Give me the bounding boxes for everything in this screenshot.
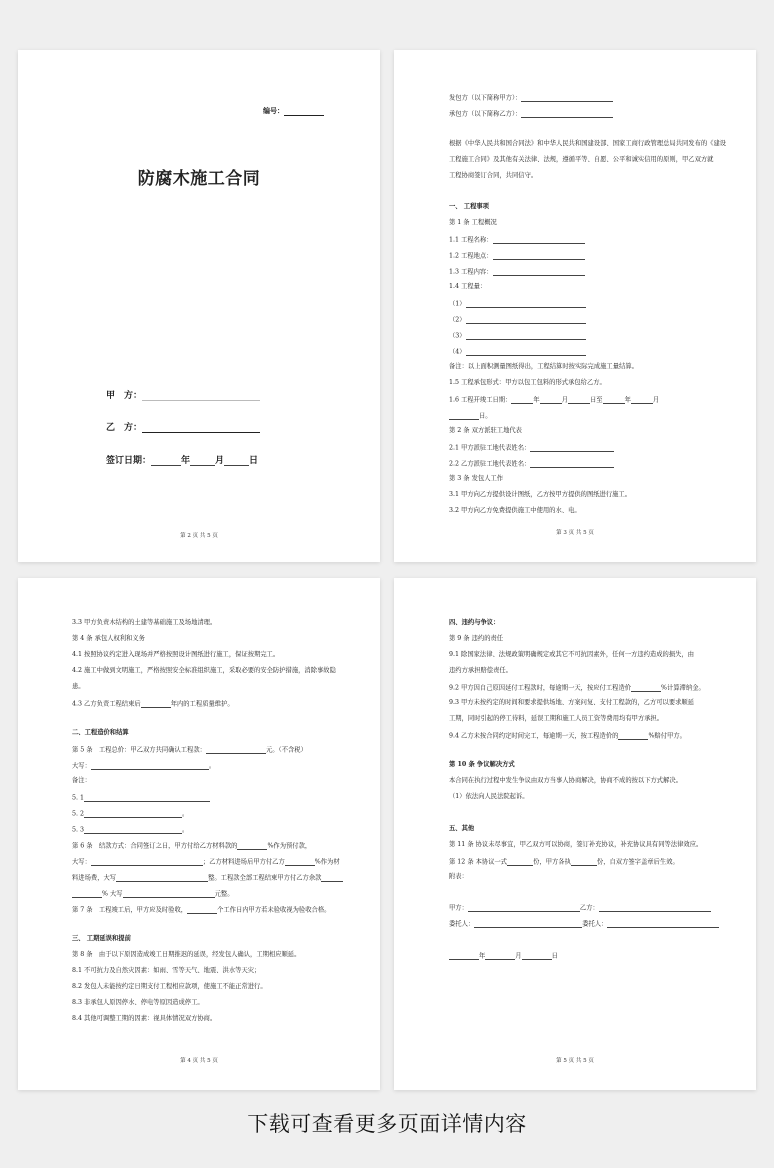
- text-fragment: 委托人：: [582, 920, 608, 928]
- fill-blank: [141, 700, 171, 708]
- fill-blank: [631, 684, 661, 692]
- text-fragment: 份，甲方各执: [533, 858, 571, 866]
- fill-blank: [321, 874, 343, 882]
- text-line: 8.3 非承包人原因停水、停电等原因造成停工。: [72, 999, 204, 1006]
- fill-blank: [493, 268, 585, 276]
- fill-blank: [618, 732, 648, 740]
- text-line: 本合同在执行过程中发生争议由双方当事人协商解决，协商不成的按以下方式解决。: [449, 777, 682, 784]
- fill-blank: [466, 300, 586, 308]
- text-line: 1.4 工程量：: [449, 283, 487, 290]
- text-line: 第 3 条 发包人工作: [449, 475, 504, 482]
- fill-blank: [72, 890, 102, 898]
- text-line: [72, 700, 234, 708]
- text-line: 第 9 条 违约的责任: [449, 635, 504, 642]
- text-fragment: 5. 2: [72, 810, 85, 818]
- section-heading: 一、 工程事项: [449, 203, 489, 210]
- contract-title: 防腐木施工合同: [137, 169, 261, 189]
- download-more-caption: 下载可查看更多页面详情内容: [247, 1112, 527, 1136]
- text-line: [72, 762, 215, 770]
- text-line: [72, 746, 307, 754]
- text-fragment: %作为材: [314, 858, 340, 866]
- text-line: 第 1 条 工程概况: [449, 219, 497, 226]
- page-footer: 第 3 页 共 5 页: [556, 530, 594, 536]
- text-fragment: （4）: [449, 348, 466, 356]
- text-fragment: 5. 3: [72, 826, 85, 834]
- fill-blank: [493, 252, 585, 260]
- fill-blank: [190, 456, 215, 466]
- text-line: [72, 874, 343, 882]
- text-line: 第 4 条 承包人权利和义务: [72, 635, 145, 642]
- text-fragment: 年: [533, 396, 540, 404]
- fill-blank: [151, 456, 181, 466]
- text-line: [449, 684, 705, 692]
- text-line: 9.1 除国家法律、法规政策明确规定或其它不可抗因素外，任何一方违约造成的损失，由: [449, 651, 695, 658]
- text-line: [449, 268, 585, 276]
- fill-blank: [485, 952, 515, 960]
- text-fragment: 料进场费，大写: [72, 874, 117, 882]
- text-line: [449, 412, 492, 420]
- fill-blank: [493, 236, 585, 244]
- text-line: 附表：: [449, 873, 468, 880]
- text-line: [72, 890, 233, 898]
- page-footer: 第 2 页 共 5 页: [180, 533, 218, 539]
- fill-blank: [116, 874, 208, 882]
- text-line: 工程施工合同》及其他有关法律、法规，遵循平等、自愿、公平和诚实信用的原则，甲乙双方就: [449, 156, 714, 163]
- text-fragment: （3）: [449, 332, 466, 340]
- text-line: 违约方承担赔偿责任。: [449, 667, 512, 674]
- contract-page-cover: [18, 50, 380, 562]
- fill-blank: [142, 391, 260, 401]
- section-heading: 三、 工期延误和提前: [72, 935, 131, 942]
- text-fragment: 。: [208, 762, 216, 770]
- text-line: 患。: [72, 683, 85, 690]
- text-line: 8.2 发包人未能按约定日期支付工程相应款项，使施工不能正常进行。: [72, 983, 267, 990]
- page-footer: 第 5 页 共 5 页: [556, 1058, 594, 1064]
- text-line: [449, 460, 614, 468]
- page-footer: 第 4 页 共 5 页: [180, 1058, 218, 1064]
- section-heading: 四、违约与争议：: [449, 619, 500, 626]
- text-line: 9.3 甲方未按约定的时间和要求提供场地、方案问复、支付工程款的，乙方可以要求顺延: [449, 699, 695, 706]
- signature-line: [449, 904, 711, 912]
- party-b-field: 乙 方：: [106, 420, 260, 433]
- text-fragment: 9.4 乙方未按合同约定时间完工，每逾期一天，按工程造价的: [449, 732, 619, 740]
- fill-blank: [91, 858, 203, 866]
- text-line: 3.2 甲方向乙方免费提供施工中使用的水、电。: [449, 507, 581, 514]
- fill-blank: [84, 794, 210, 802]
- text-line: [449, 236, 585, 244]
- text-line: 3.3 甲方负责木结构的土建等基础施工及场地清理。: [72, 619, 217, 626]
- text-line: 8.1 不可抗力及自然灾因素：如雨、雪等天气、地震、洪水等天灾；: [72, 967, 261, 974]
- text-line: （1）依法向人民法院起诉。: [449, 793, 529, 800]
- fill-blank: [466, 316, 586, 324]
- text-fragment: 元整。: [214, 890, 234, 898]
- text-line: [72, 810, 188, 818]
- text-fragment: 日至: [590, 396, 603, 404]
- text-fragment: 月: [515, 952, 522, 960]
- fill-blank: [84, 826, 182, 834]
- text-line: [449, 332, 586, 340]
- fill-blank: [507, 858, 533, 866]
- text-line: [72, 906, 330, 914]
- fill-blank: [631, 396, 653, 404]
- text-fragment: 大写：: [72, 762, 91, 770]
- text-line: [449, 316, 586, 324]
- text-fragment: 1.2 工程地点：: [449, 252, 493, 260]
- text-fragment: 2.1 甲方派驻工地代表姓名：: [449, 444, 531, 452]
- fill-blank: [530, 444, 614, 452]
- text-line: 备注：: [72, 777, 91, 784]
- text-line: [72, 826, 188, 834]
- text-line: 4.1 按照协议约定进入现场并严格按照设计图纸进行施工，保证按期完工。: [72, 651, 280, 658]
- text-fragment: 大写：: [72, 858, 91, 866]
- fill-blank: [91, 762, 209, 770]
- text-fragment: （2）: [449, 316, 466, 324]
- text-fragment: %作为预付款，: [267, 842, 312, 850]
- fill-blank: [522, 952, 552, 960]
- contract-page-3: [394, 50, 756, 562]
- text-fragment: 9.2 甲方因自己原因延付工程款时，每逾期一天，按应付工程造价: [449, 684, 632, 692]
- fill-blank: [530, 460, 614, 468]
- section-heading: 第 10 条 争议解决方式: [449, 761, 515, 768]
- fill-blank: [466, 332, 586, 340]
- text-line: 第 8 条 由于以下原因造成竣工日期推迟的延误，经发包人确认，工期相应顺延。: [72, 951, 301, 958]
- text-line: [449, 252, 585, 260]
- signature-line: [449, 920, 719, 928]
- text-fragment: ；乙方材料进场后甲方付乙方: [202, 858, 285, 866]
- fill-blank: [511, 396, 533, 404]
- fill-blank: [449, 412, 479, 420]
- fill-blank: [284, 108, 324, 116]
- fill-blank: [224, 456, 249, 466]
- text-fragment: 份，自双方签字盖章后生效。: [596, 858, 679, 866]
- fill-blank: [540, 396, 562, 404]
- text-line: 3.1 甲方向乙方提供设计图纸，乙方按甲方提供的图纸进行施工。: [449, 491, 632, 498]
- text-fragment: 委托人：: [449, 920, 475, 928]
- fill-blank: [84, 810, 182, 818]
- text-fragment: 发包方（以下简称甲方）：: [449, 94, 522, 102]
- text-fragment: 。: [182, 810, 189, 818]
- text-line: 8.4 其他可调整工期的因素：视具体情况双方协商。: [72, 1015, 217, 1022]
- text-line: [449, 858, 679, 866]
- text-fragment: 年内的工程质量维护。: [170, 700, 234, 708]
- text-line: [72, 794, 210, 802]
- text-fragment: 第 12 条 本协议一式: [449, 858, 508, 866]
- text-fragment: 第 5 条 工程总价：甲乙双方共同确认工程款：: [72, 746, 206, 754]
- fill-blank: [466, 348, 586, 356]
- text-line: [449, 110, 613, 118]
- contract-page-4: [18, 578, 380, 1090]
- text-fragment: （1）: [449, 300, 466, 308]
- sign-date-field: 签订日期： 年 月 日: [106, 456, 259, 466]
- text-fragment: %计算滞纳金。: [661, 684, 705, 692]
- text-line: [449, 300, 586, 308]
- text-fragment: 年: [624, 396, 631, 404]
- text-fragment: 甲方：: [449, 904, 468, 912]
- fill-blank: [603, 396, 625, 404]
- text-fragment: 日。: [479, 412, 492, 420]
- text-fragment: %赔付甲方。: [648, 732, 686, 740]
- text-line: 工期，同时引起的停工待料，延误工期和施工人员工资等费用均有甲方承担。: [449, 715, 664, 722]
- text-fragment: 。: [182, 826, 189, 834]
- fill-blank: [607, 920, 719, 928]
- fill-blank: [123, 890, 215, 898]
- fill-blank: [206, 746, 266, 754]
- text-line: [72, 858, 340, 866]
- text-fragment: 月: [652, 396, 660, 404]
- text-fragment: 1.3 工程内容：: [449, 268, 493, 276]
- text-line: 4.2 施工中做到文明施工，严格按照安全标准组织施工，采取必要的安全防护措施，消除事故隐: [72, 667, 336, 674]
- fill-blank: [568, 396, 590, 404]
- text-line: [72, 842, 311, 850]
- text-fragment: 整。工程款全部工程结束甲方付乙方余款: [208, 874, 322, 882]
- text-fragment: 第 6 条 结款方式：合同签订之日，甲方付给乙方材料款的: [72, 842, 238, 850]
- text-line: 第 2 条 双方派驻工地代表: [449, 427, 522, 434]
- text-fragment: 1.6 工程开竣工日期：: [449, 396, 512, 404]
- text-fragment: 月: [561, 396, 568, 404]
- party-a-field: 甲 方：: [106, 388, 260, 401]
- contract-page-5: [394, 578, 756, 1090]
- section-heading: 二、工程造价和结算: [72, 729, 129, 736]
- text-line: 备注：以上面积测量图纸得出，工程结算时按实际完成施工量结算。: [449, 363, 638, 370]
- text-line: [449, 348, 586, 356]
- text-fragment: 年: [479, 952, 486, 960]
- fill-blank: [142, 423, 260, 433]
- text-line: 工程协商签订合同，共同信守。: [449, 172, 538, 179]
- text-fragment: 承包方（以下简称乙方）：: [449, 110, 522, 118]
- text-line: 1.5 工程承包形式：甲方以包工包料的形式承包给乙方。: [449, 379, 606, 386]
- text-line: [449, 94, 613, 102]
- text-fragment: 第 7 条 工程竣工后，甲方应及时验收，: [72, 906, 188, 914]
- date-line: [449, 952, 558, 960]
- fill-blank: [599, 904, 711, 912]
- text-line: [449, 396, 659, 404]
- fill-blank: [521, 94, 613, 102]
- text-fragment: 4.3 乙方负责工程结束后: [72, 700, 141, 708]
- contract-number-label: 编号：: [263, 106, 324, 116]
- fill-blank: [449, 952, 479, 960]
- text-line: [449, 732, 686, 740]
- text-fragment: 乙方：: [579, 904, 599, 912]
- fill-blank: [285, 858, 315, 866]
- fill-blank: [187, 906, 217, 914]
- text-line: [449, 444, 614, 452]
- section-heading: 五、其他: [449, 825, 475, 832]
- text-fragment: 2.2 乙方派驻工地代表姓名：: [449, 460, 531, 468]
- text-fragment: 1.1 工程名称：: [449, 236, 493, 244]
- fill-blank: [474, 920, 582, 928]
- fill-blank: [521, 110, 613, 118]
- text-fragment: 5. 1: [72, 794, 85, 802]
- text-line: 第 11 条 协议未尽事宜，甲乙双方可以协商，签订补充协议，补充协议具有同等法律效应。: [449, 841, 703, 848]
- fill-blank: [237, 842, 267, 850]
- text-fragment: 元。（不含税）: [265, 746, 307, 754]
- text-line: 根据《中华人民共和国合同法》和中华人民共和国建设部、国家工商行政管理总局共同发布的《建设: [449, 140, 727, 147]
- fill-blank: [571, 858, 597, 866]
- text-fragment: 日: [551, 952, 558, 960]
- fill-blank: [468, 904, 580, 912]
- text-fragment: 个工作日内甲方若未验收视为验收合格。: [217, 906, 331, 914]
- text-fragment: % 大写: [102, 890, 123, 898]
